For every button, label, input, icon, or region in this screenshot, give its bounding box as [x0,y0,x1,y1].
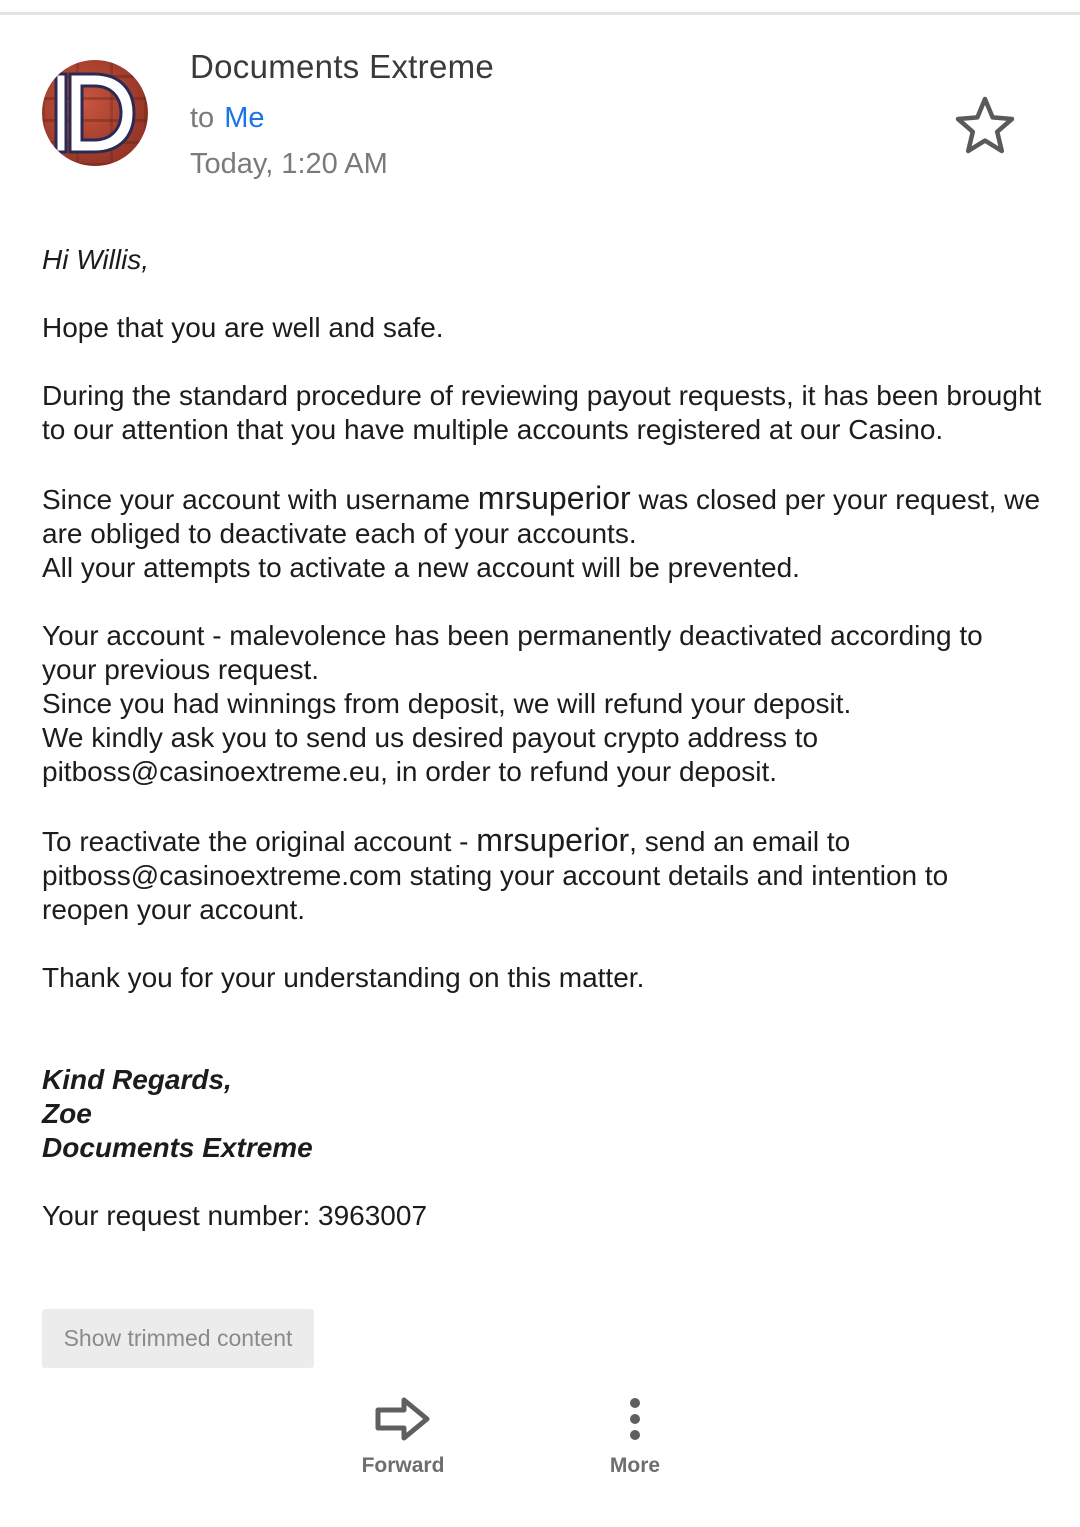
forward-label: Forward [361,1454,445,1477]
paragraph-6: Thank you for your understanding on this matter. [42,962,645,993]
paragraph-3-line-2: All your attempts to activate a new account will be prevented. [42,552,800,583]
signature-line-2: Zoe [42,1098,92,1129]
paragraph-4-line-3: We kindly ask you to send us desired payout crypto address to pitboss@casinoextreme.eu, in order to refund your deposit. [42,722,819,787]
sender-avatar [42,60,148,166]
more-button[interactable] [590,1395,680,1478]
paragraph-5 [42,823,1042,927]
forward-button[interactable] [353,1395,453,1478]
recipient-line[interactable] [190,102,264,135]
username-mention-2: mrsuperior [476,822,630,858]
paragraph-3-start: Since your account with username [42,484,478,515]
paragraph-4-line-2: Since you had winnings from deposit, we will refund your deposit. [42,688,852,719]
recipient-name[interactable]: Me [224,102,265,134]
email-date: Today, 1:20 AM [190,148,388,180]
email-body [42,243,1042,1267]
top-divider [0,12,1080,15]
request-number: Your request number: 3963007 [42,1200,428,1231]
more-label: More [609,1454,661,1477]
paragraph-4-line-1: Your account - malevolence has been permanently deactivated according to your previous request. [42,620,983,685]
username-mention: mrsuperior [477,480,631,516]
star-icon[interactable] [953,94,1017,158]
signature [42,1063,1042,1165]
more-vertical-icon [625,1395,645,1443]
greeting: Hi Willis, [42,244,150,275]
avatar-letter-d-icon [42,60,148,166]
paragraph-2: During the standard procedure of reviewing payout requests, it has been brought to our attention that you have multiple accounts registered at our Casino. [42,380,1042,445]
paragraph-5-start: To reactivate the original account - [42,826,477,857]
paragraph-3 [42,481,1042,585]
signature-line-1: Kind Regards, [42,1064,232,1095]
paragraph-3-end: was closed per your request, we are obliged to deactivate each of your accounts. [42,484,1041,549]
paragraph-1: Hope that you are well and safe. [42,312,444,343]
sender-name[interactable]: Documents Extreme [190,48,495,85]
signature-line-3: Documents Extreme [42,1132,313,1163]
to-prefix: to [190,102,215,134]
show-trimmed-content-button[interactable]: Show trimmed content [42,1309,314,1368]
paragraph-4 [42,619,1042,789]
forward-arrow-icon [374,1395,432,1443]
paragraph-5-end: , send an email to pitboss@casinoextreme.com stating your account details and intention to reopen your account. [42,826,949,925]
